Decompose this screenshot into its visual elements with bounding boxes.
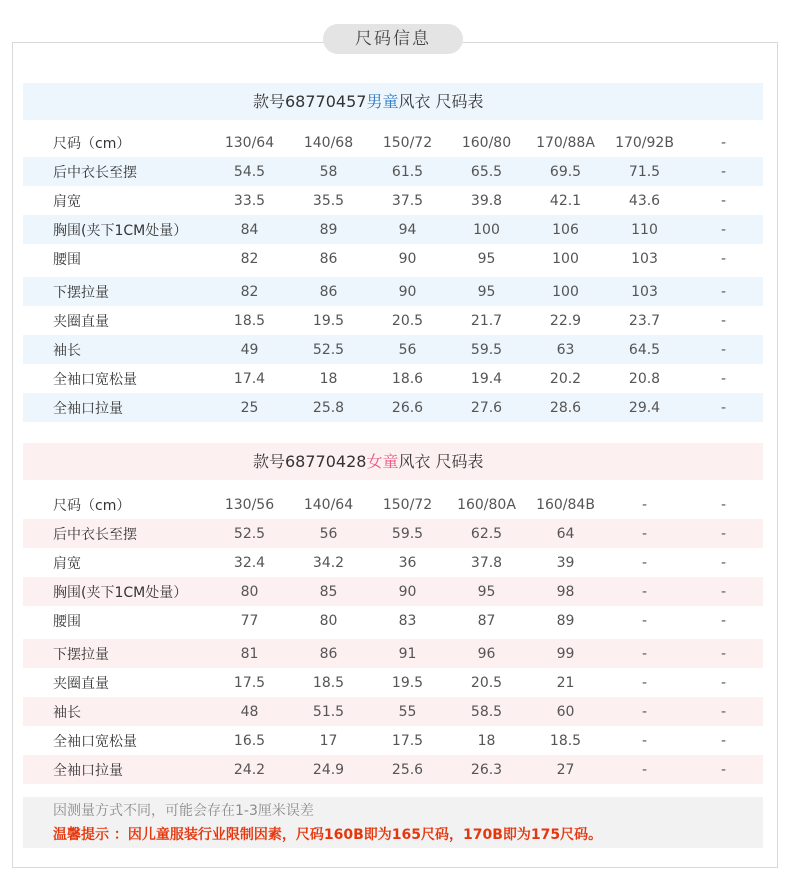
measurement-row — [23, 335, 763, 364]
measurement-value: - — [641, 554, 648, 571]
measurement-value: 52.5 — [233, 525, 266, 542]
measurement-value: 48 — [240, 703, 259, 720]
style-number: 款号68770457 — [253, 92, 367, 111]
measurement-value: - — [720, 674, 727, 691]
measurement-value: 64.5 — [628, 341, 661, 358]
measurement-value: 18.5 — [233, 312, 266, 329]
measurement-value: 21 — [556, 674, 575, 691]
measurement-label: 袖长 — [53, 704, 81, 721]
boys-size-table-title — [23, 83, 763, 120]
measurement-value: - — [641, 674, 648, 691]
size-column-header: 170/92B — [615, 134, 674, 151]
measurement-value: 25.6 — [391, 761, 424, 778]
measurement-value: 95 — [477, 283, 496, 300]
measurement-value: - — [720, 583, 727, 600]
measurement-value: - — [720, 312, 727, 329]
measurement-value: 35.5 — [312, 192, 345, 209]
measurement-value: 17.5 — [391, 732, 424, 749]
measurement-value: 60 — [556, 703, 575, 720]
measurement-row — [23, 697, 763, 726]
gender-highlight: 男童 — [366, 92, 399, 111]
measurement-value: 34.2 — [312, 554, 345, 571]
measurement-row — [23, 577, 763, 606]
measurement-value: - — [720, 283, 727, 300]
measurement-value: 103 — [631, 250, 658, 267]
measurement-value: 63 — [556, 341, 575, 358]
measurement-value: 64 — [556, 525, 575, 542]
measurement-value: 83 — [398, 612, 417, 629]
measurement-value: 71.5 — [628, 163, 661, 180]
measurement-label: 全袖口宽松量 — [53, 371, 137, 388]
measurement-value: 69.5 — [549, 163, 582, 180]
measurement-label: 腰围 — [53, 251, 81, 268]
measurement-value: 85 — [319, 583, 338, 600]
measurement-value: 28.6 — [549, 399, 582, 416]
measurement-row — [23, 186, 763, 215]
measurement-value: 18.5 — [312, 674, 345, 691]
measurement-value: - — [720, 732, 727, 749]
measurement-row — [23, 215, 763, 244]
measurement-value: 80 — [319, 612, 338, 629]
measurement-value: 95 — [477, 583, 496, 600]
measurement-row — [23, 519, 763, 548]
measurement-value: 18 — [319, 370, 338, 387]
measurement-value: 20.5 — [391, 312, 424, 329]
measurement-value: 58.5 — [470, 703, 503, 720]
measurement-value: 103 — [631, 283, 658, 300]
measurement-value: 84 — [240, 221, 259, 238]
measurement-label: 后中衣长至摆 — [53, 164, 137, 181]
measurement-label: 全袖口拉量 — [53, 400, 123, 417]
measurement-value: - — [720, 221, 727, 238]
section-title: 尺码信息 — [355, 29, 431, 49]
measurement-label: 全袖口宽松量 — [53, 733, 137, 750]
measurement-value: 100 — [552, 283, 579, 300]
measurement-label: 下摆拉量 — [53, 646, 109, 663]
measurement-value: 90 — [398, 283, 417, 300]
measurement-note: 因测量方式不同，可能会存在1-3厘米误差 — [53, 803, 314, 819]
measurement-value: 37.5 — [391, 192, 424, 209]
size-column-header: - — [720, 496, 727, 513]
measurement-label: 夹圈直量 — [53, 675, 109, 692]
measurement-value: 56 — [319, 525, 338, 542]
measurement-value: 39.8 — [470, 192, 503, 209]
measurement-value: 100 — [552, 250, 579, 267]
measurement-value: 16.5 — [233, 732, 266, 749]
measurement-value: 19.5 — [312, 312, 345, 329]
warm-tip: 温馨提示 ：因儿童服装行业限制因素，尺码160B即为165尺码，170B即为175尺码。 — [53, 827, 603, 843]
title-suffix: 风衣 尺码表 — [398, 452, 484, 471]
measurement-label: 肩宽 — [53, 193, 81, 210]
measurement-value: 23.7 — [628, 312, 661, 329]
measurement-value: - — [720, 612, 727, 629]
measurement-value: 20.8 — [628, 370, 661, 387]
measurement-value: 24.2 — [233, 761, 266, 778]
measurement-value: - — [720, 554, 727, 571]
measurement-value: 90 — [398, 583, 417, 600]
size-column-header: 170/88A — [536, 134, 595, 151]
measurement-value: 19.4 — [470, 370, 503, 387]
girls-size-table — [23, 490, 763, 784]
measurement-value: 29.4 — [628, 399, 661, 416]
measurement-value: - — [720, 370, 727, 387]
measurement-value: 27 — [556, 761, 575, 778]
measurement-label: 胸围(夹下1CM处量） — [53, 222, 188, 239]
measurement-value: 89 — [319, 221, 338, 238]
measurement-value: 22.9 — [549, 312, 582, 329]
measurement-value: 42.1 — [549, 192, 582, 209]
section-title-pill — [323, 24, 463, 54]
measurement-value: 95 — [477, 250, 496, 267]
measurement-value: 49 — [240, 341, 259, 358]
measurement-value: - — [641, 583, 648, 600]
measurement-value: 86 — [319, 250, 338, 267]
measurement-row — [23, 244, 763, 273]
size-column-header: - — [720, 134, 727, 151]
measurement-row — [23, 306, 763, 335]
measurement-value: - — [641, 612, 648, 629]
measurement-label: 夹圈直量 — [53, 313, 109, 330]
size-column-header: 140/64 — [303, 496, 354, 513]
size-column-header: 160/80 — [461, 134, 512, 151]
size-column-header: 130/64 — [224, 134, 275, 151]
size-column-header: 150/72 — [382, 134, 433, 151]
girls-size-table-title — [23, 443, 763, 480]
measurement-value: 18.5 — [549, 732, 582, 749]
size-header-label: 尺码（cm） — [53, 135, 131, 152]
measurement-value: 51.5 — [312, 703, 345, 720]
measurement-value: 87 — [477, 612, 496, 629]
measurement-value: 90 — [398, 250, 417, 267]
measurement-value: 86 — [319, 283, 338, 300]
measurement-value: - — [641, 645, 648, 662]
size-header-row — [23, 128, 763, 157]
measurement-value: 37.8 — [470, 554, 503, 571]
measurement-label: 肩宽 — [53, 555, 81, 572]
measurement-row — [23, 364, 763, 393]
style-number: 款号68770428 — [253, 452, 367, 471]
measurement-value: 82 — [240, 250, 259, 267]
measurement-value: - — [641, 761, 648, 778]
measurement-label: 胸围(夹下1CM处量） — [53, 584, 188, 601]
measurement-value: 65.5 — [470, 163, 503, 180]
measurement-label: 袖长 — [53, 342, 81, 359]
measurement-value: 99 — [556, 645, 575, 662]
measurement-value: 20.2 — [549, 370, 582, 387]
measurement-row — [23, 668, 763, 697]
size-column-header: 130/56 — [224, 496, 275, 513]
measurement-row — [23, 157, 763, 186]
measurement-value: 19.5 — [391, 674, 424, 691]
measurement-value: - — [720, 703, 727, 720]
measurement-value: 96 — [477, 645, 496, 662]
measurement-value: 17.4 — [233, 370, 266, 387]
measurement-row — [23, 639, 763, 668]
measurement-value: - — [720, 525, 727, 542]
measurement-value: 43.6 — [628, 192, 661, 209]
size-column-header: 160/84B — [536, 496, 595, 513]
measurement-value: 17 — [319, 732, 338, 749]
measurement-label: 全袖口拉量 — [53, 762, 123, 779]
measurement-value: 20.5 — [470, 674, 503, 691]
measurement-value: 36 — [398, 554, 417, 571]
measurement-value: 91 — [398, 645, 417, 662]
measurement-row — [23, 393, 763, 422]
measurement-value: 62.5 — [470, 525, 503, 542]
measurement-value: 89 — [556, 612, 575, 629]
measurement-value: 110 — [631, 221, 658, 238]
measurement-value: - — [720, 341, 727, 358]
measurement-value: 106 — [552, 221, 579, 238]
measurement-value: 80 — [240, 583, 259, 600]
measurement-value: 61.5 — [391, 163, 424, 180]
measurement-value: 59.5 — [470, 341, 503, 358]
measurement-value: 86 — [319, 645, 338, 662]
measurement-value: - — [641, 703, 648, 720]
measurement-value: 21.7 — [470, 312, 503, 329]
measurement-row — [23, 277, 763, 306]
measurement-value: 82 — [240, 283, 259, 300]
measurement-label: 腰围 — [53, 613, 81, 630]
boys-size-table — [23, 128, 763, 422]
measurement-value: 98 — [556, 583, 575, 600]
measurement-label: 下摆拉量 — [53, 284, 109, 301]
measurement-value: 25.8 — [312, 399, 345, 416]
measurement-label: 后中衣长至摆 — [53, 526, 137, 543]
gender-highlight: 女童 — [366, 452, 399, 471]
measurement-value: - — [641, 732, 648, 749]
measurement-row — [23, 548, 763, 577]
measurement-row — [23, 755, 763, 784]
title-suffix: 风衣 尺码表 — [398, 92, 484, 111]
measurement-value: 26.6 — [391, 399, 424, 416]
measurement-note-box — [23, 797, 763, 848]
size-column-header: 140/68 — [303, 134, 354, 151]
measurement-value: 24.9 — [312, 761, 345, 778]
measurement-value: 77 — [240, 612, 259, 629]
measurement-value: - — [720, 645, 727, 662]
measurement-value: 56 — [398, 341, 417, 358]
measurement-value: 94 — [398, 221, 417, 238]
size-column-header: - — [641, 496, 648, 513]
measurement-value: 33.5 — [233, 192, 266, 209]
measurement-value: 25 — [240, 399, 259, 416]
measurement-value: 18.6 — [391, 370, 424, 387]
measurement-value: 81 — [240, 645, 259, 662]
measurement-value: - — [720, 761, 727, 778]
measurement-value: 52.5 — [312, 341, 345, 358]
measurement-value: - — [641, 525, 648, 542]
measurement-row — [23, 726, 763, 755]
measurement-value: 39 — [556, 554, 575, 571]
measurement-value: - — [720, 192, 727, 209]
size-header-row — [23, 490, 763, 519]
measurement-row — [23, 606, 763, 635]
size-header-label: 尺码（cm） — [53, 497, 131, 514]
size-column-header: 150/72 — [382, 496, 433, 513]
measurement-value: - — [720, 250, 727, 267]
measurement-value: 55 — [398, 703, 417, 720]
measurement-value: 100 — [473, 221, 500, 238]
measurement-value: 59.5 — [391, 525, 424, 542]
measurement-value: 27.6 — [470, 399, 503, 416]
measurement-value: 54.5 — [233, 163, 266, 180]
measurement-value: 58 — [319, 163, 338, 180]
measurement-value: - — [720, 399, 727, 416]
measurement-value: 17.5 — [233, 674, 266, 691]
measurement-value: 26.3 — [470, 761, 503, 778]
measurement-value: 32.4 — [233, 554, 266, 571]
size-column-header: 160/80A — [457, 496, 516, 513]
measurement-value: - — [720, 163, 727, 180]
measurement-value: 18 — [477, 732, 496, 749]
